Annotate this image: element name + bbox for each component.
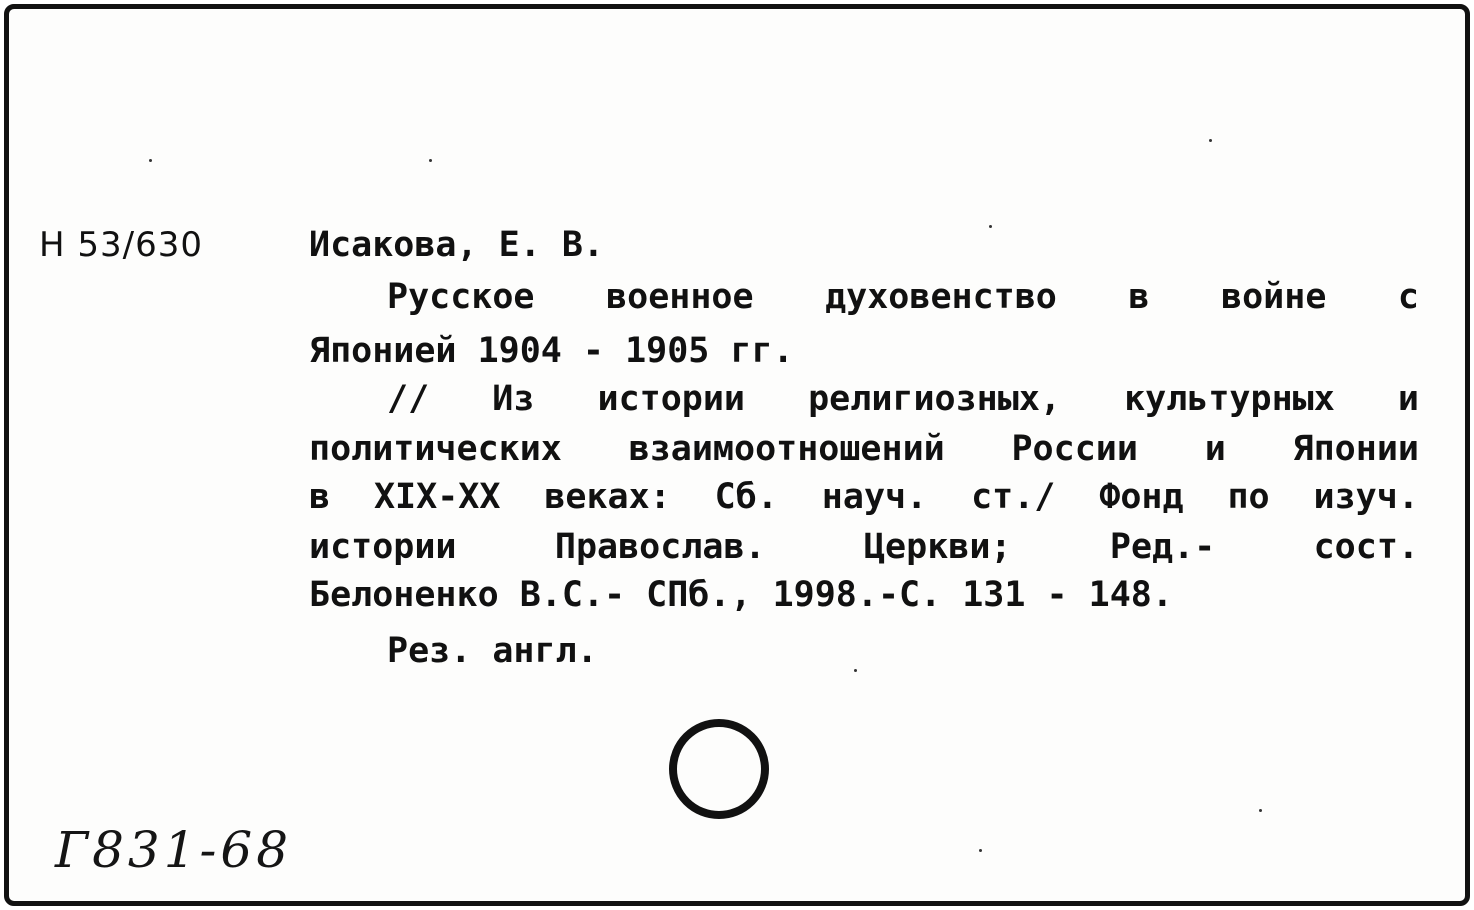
source-word: и	[1204, 429, 1226, 469]
source-word: политических	[309, 429, 562, 469]
source-line-3	[309, 477, 1419, 517]
speck	[989, 225, 992, 228]
speck	[1259, 809, 1262, 812]
title-word: Русское	[387, 277, 535, 317]
speck	[429, 159, 432, 162]
source-word: науч.	[821, 477, 928, 517]
source-word: истории	[309, 527, 457, 567]
handwritten-code: Г831-68	[55, 821, 293, 879]
speck	[979, 849, 982, 852]
source-word: ст./	[971, 477, 1056, 517]
source-word: истории	[597, 379, 746, 419]
source-word: в	[309, 477, 331, 517]
source-word: России	[1011, 429, 1138, 469]
source-word: религиозных,	[808, 379, 1061, 419]
title-line-1	[387, 277, 1419, 317]
source-word: Ред.-	[1109, 527, 1216, 567]
source-word: Сб.	[714, 477, 778, 517]
source-word: по	[1227, 477, 1270, 517]
source-word: Фонд	[1099, 477, 1184, 517]
source-line-2	[309, 429, 1419, 469]
source-word: и	[1397, 379, 1419, 419]
source-word: взаимоотношений	[628, 429, 945, 469]
author-heading: Исакова, Е. В.	[309, 225, 605, 265]
punch-hole	[669, 719, 769, 819]
catalog-card	[4, 4, 1470, 906]
source-line-5: Белоненко В.С.- СПб., 1998.-С. 131 - 148.	[309, 575, 1173, 615]
source-word: сост.	[1313, 527, 1419, 567]
speck	[1209, 139, 1212, 142]
source-word: //	[387, 379, 430, 419]
source-word: культурных	[1124, 379, 1335, 419]
source-word: Церкви;	[863, 527, 1012, 567]
source-word: Православ.	[554, 527, 766, 567]
source-word: Из	[492, 379, 535, 419]
summary-note: Рез. англ.	[387, 631, 598, 671]
source-word: XIX-XX	[373, 477, 501, 517]
source-line-1	[387, 379, 1419, 419]
source-word: изуч.	[1313, 477, 1419, 517]
shelfmark: Н 53/630	[39, 225, 203, 265]
title-word: войне	[1221, 277, 1327, 317]
title-word: духовенство	[825, 277, 1057, 317]
source-line-4	[309, 527, 1419, 567]
source-word: веках:	[544, 477, 671, 517]
speck	[854, 669, 857, 672]
title-line-2: Японией 1904 - 1905 гг.	[309, 331, 794, 371]
speck	[149, 159, 152, 162]
title-word: военное	[606, 277, 754, 317]
source-word: Японии	[1292, 429, 1419, 469]
title-word: с	[1397, 277, 1419, 317]
title-word: в	[1128, 277, 1150, 317]
